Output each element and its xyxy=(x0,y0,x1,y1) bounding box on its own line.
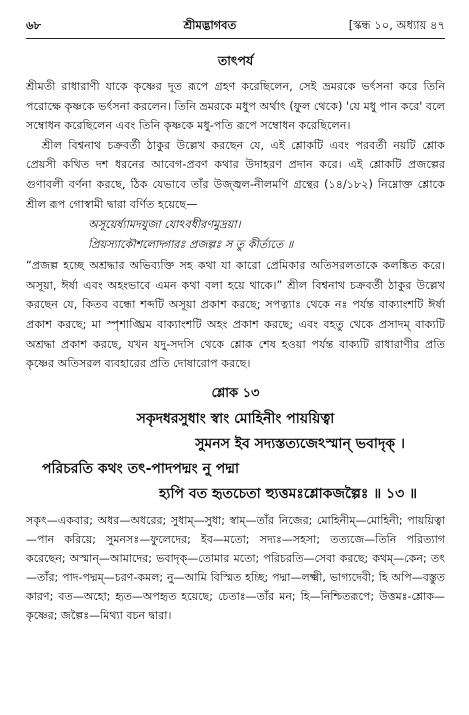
chapter-reference: [স্কন্ধ ১০, অধ্যায় ৪৭ xyxy=(348,18,445,32)
quoted-verse-line-2: প্রিয়স্যাকৌশলোদ্গারঃ প্রজল্পঃ স তু কীর্ত্যতে ॥ xyxy=(88,238,294,252)
running-header xyxy=(26,18,445,36)
sloka-line-2: সুমনস ইব সদ্যস্তত্যজেঽস্মান্ ভবাদৃক্ । xyxy=(195,435,405,452)
word-for-word-synonyms: সকৃৎ—একবার; অধর—অধরের; সুধাম্—সুধা; স্বাম্—তাঁর নিজের; মোহিনীম্—মোহিনী; পায়য়িত্বা—পান করিয়ে; সুমনসঃ—ফুলেদের; ইব—মতো; সদ্যঃ—সহসা; তত্যজে—তিনি পরিত্যাগ করেছেন; অস্মান্—আমাদের; ভবাদৃক্—তোমার মতো; পরিচরতি—সেবা করছে; কথম্—কেন; তৎ—তাঁর; পাদ-পদ্মম্—চরণ-কমল; নু—আমি বিস্মিত হচ্ছি; পদ্মা—লক্ষ্মী, ভাগ্যদেবী; হি অপি—বস্তুত কারণ; বত—অহো; হৃত—অপহৃত হয়েছে; চেতাঃ—তাঁর মন; হি—নিশ্চিতরূপে; উত্তমঃ-শ্লোক—কৃষ্ণের; জল্পৈঃ—মিথ্যা বচন দ্বারা। xyxy=(26,513,445,622)
page-number: ৬৮ xyxy=(26,18,41,32)
sloka-line-1: সকৃদধরসুধাং স্বাং মোহিনীং পায়য়িত্বা xyxy=(136,410,335,427)
sloka-line-4: হ্যপি বত হৃতচেতা হ্যুত্তমঃশ্লোকজল্পৈঃ ॥ ১৩ ॥ xyxy=(159,485,417,502)
header-rule xyxy=(26,38,445,39)
purport-paragraph-2: শ্রীল বিশ্বনাথ চক্রবর্তী ঠাকুর উল্লেখ করছেন যে, এই শ্লোকটি এবং পরবর্তী নয়টি শ্লোক প্রেয়সী কথিত দশ ধরনের আবেগ-প্রবণ কথার উদাহরণ প্রদান করে। এই শ্লোকটি প্রজল্পের গুণাবলী বর্ণনা করছে, ঠিক যেভাবে তাঁর উজ্জ্বল-নীলমণি গ্রন্থের (১৪/১৮২) নিম্নোক্ত শ্লোকে শ্রীল রূপ গোস্বামী দ্বারা বর্ণিত হয়েছে— xyxy=(26,138,445,211)
purport-heading: তাৎপর্য xyxy=(217,53,254,68)
purport-paragraph-3: “প্রজল্প হচ্ছে অশ্রদ্ধার অভিব্যক্তি সহ কথা যা কারো প্রেমিকার অতিসরলতাকে কলঙ্কিত করে। অসূয়া, ঈর্ষা এবং অহংভাবে এমন কথা বলা হয়ে থাকে।” শ্রীল বিশ্বনাথ চক্রবর্তী ঠাকুর উল্লেখ করছেন যে, কিতব বন্ধো শব্দটি অসূয়া প্রকাশ করছে; সপত্ন্যাঃ থেকে নঃ পর্যন্ত বাক্যাংশটি ঈর্ষা প্রকাশ করছে; মা স্পৃশাঙ্ঘ্রিম বাক্যাংশটি অহং প্রকাশ করছে; এবং বহতু থেকে প্রসাদম্ বাক্যটি অশ্রদ্ধা প্রকাশ করছে, যখন যদু-সদসি থেকে শ্লোক শেষ হওয়া পর্যন্ত বাক্যটি রাধারাণীর প্রতি কৃষ্ণের অতিসরল ব্যবহারের প্রতি দোষারোপ করছে। xyxy=(26,259,445,371)
book-title: শ্রীমদ্ভাগবত xyxy=(183,18,237,32)
purport-paragraph-1: শ্রীমতী রাধারাণী যাকে কৃষ্ণের দূত রূপে গ্রহণ করেছিলেন, সেই ভ্রমরকে ভর্ৎসনা করে তিনি পরোক্ষে কৃষ্ণকে ভর্ৎসনা করলেন। তিনি ভ্রমরকে মধুপ অর্থাৎ (ফুল থেকে) 'যে মধু পান করে' বলে সম্বোধন করেছিলেন এবং তিনি কৃষ্ণকে মধু-পতি রূপে সম্বোধন করেছিলেন। xyxy=(26,80,445,133)
quoted-verse-line-1: অসূয়ের্ষ্যামদযুজা যোঽবধীরণমুদ্রয়া। xyxy=(88,218,241,232)
sloka-title: শ্লোক ১৩ xyxy=(211,385,260,401)
sloka-text xyxy=(26,407,445,507)
sloka-line-3: পরিচরতি কথং তৎ-পাদপদ্মং নু পদ্মা xyxy=(42,460,240,477)
